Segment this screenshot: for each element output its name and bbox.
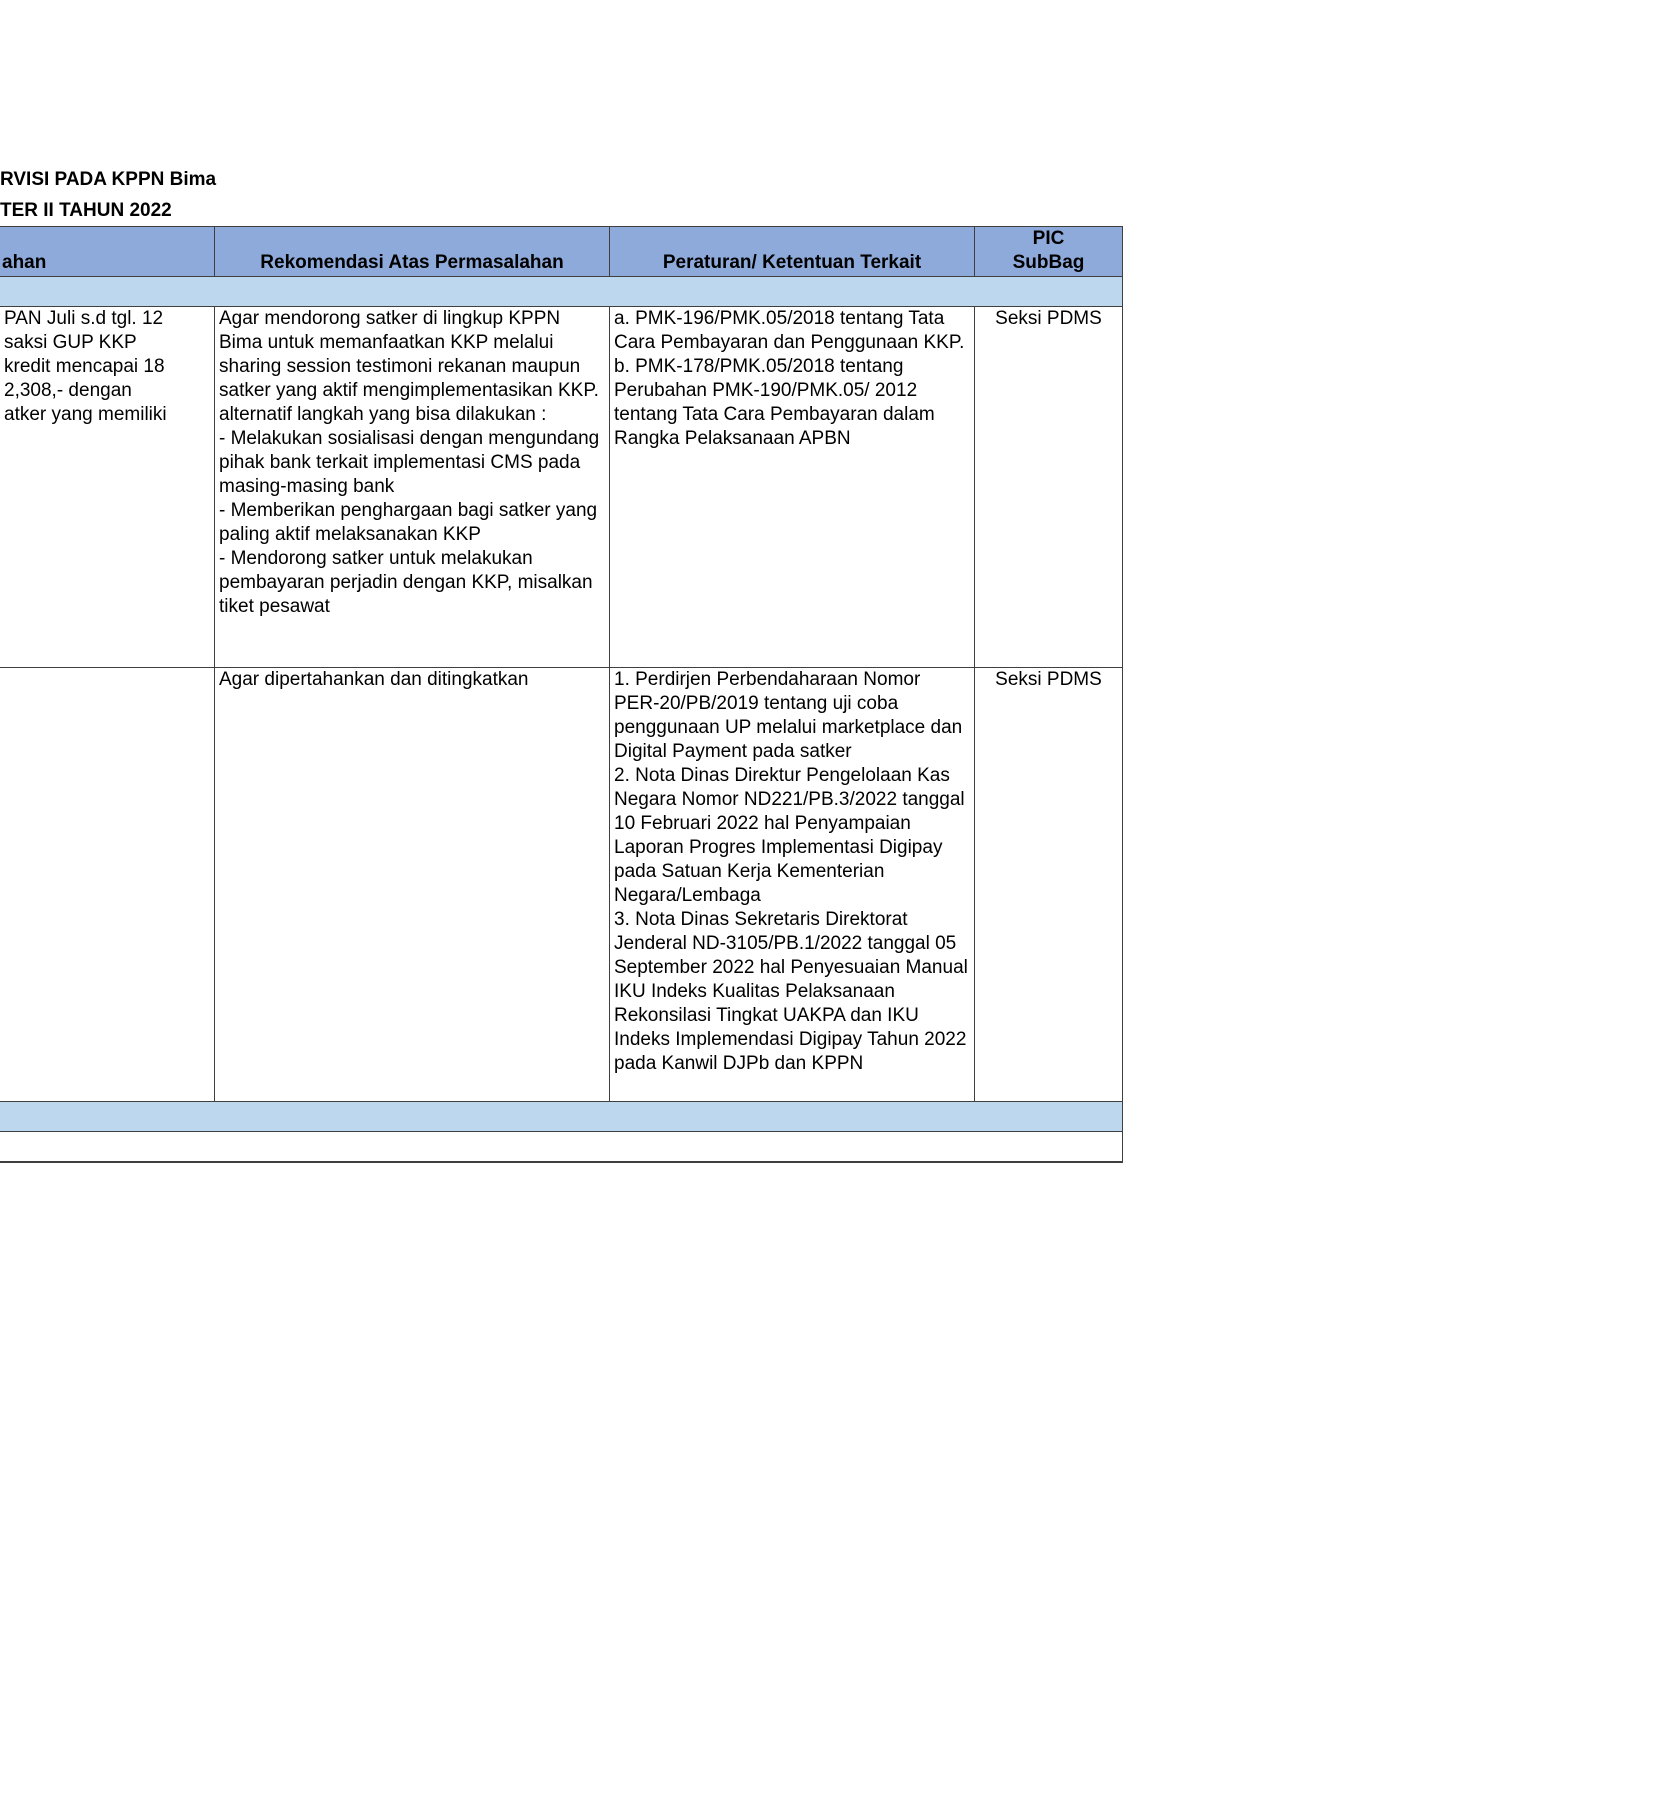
monitoring-table	[0, 226, 1123, 1163]
header-pic-subbag	[975, 227, 1123, 277]
table-row	[0, 307, 1123, 668]
section-band-cell	[0, 1102, 1123, 1132]
header-rekomendasi: Rekomendasi Atas Permasalahan	[215, 227, 610, 277]
blank-row	[0, 1132, 1123, 1162]
trailing-cell	[975, 1162, 1123, 1163]
report-title-line-1: RVISI PADA KPPN Bima	[0, 169, 217, 190]
cell-rekomendasi	[215, 307, 610, 668]
header-pic-line2: SubBag	[1012, 252, 1085, 273]
cell-permasalahan	[0, 307, 215, 668]
section-band-row	[0, 1102, 1123, 1132]
cell-peraturan	[610, 307, 975, 668]
table-header-row	[0, 227, 1123, 277]
header-peraturan: Peraturan/ Ketentuan Terkait	[610, 227, 975, 277]
rekomendasi-text: Agar dipertahankan dan ditingkatkan	[219, 669, 529, 690]
blank-cell	[0, 1132, 1123, 1162]
section-band-row	[0, 277, 1123, 307]
trailing-cell	[215, 1162, 610, 1163]
pic-text: Seksi PDMS	[995, 669, 1102, 690]
trailing-cell	[610, 1162, 975, 1163]
rekomendasi-text: Agar mendorong satker di lingkup KPPN Bima untuk memanfaatkan KKP melalui sharing session testimoni rekanan maupun satker yang aktif mengimplementasikan KKP. alternatif langkah yang bisa dilakukan : - Melakukan sosialisasi dengan mengundang pihak bank terkait implementasi CMS pada masing-masing bank - Memberikan penghargaan bagi satker yang paling aktif melaksanakan KKP - Mendorong satker untuk melakukan pembayaran perjadin dengan KKP, misalkan tiket pesawat	[219, 308, 600, 617]
cell-pic	[975, 668, 1123, 1102]
cell-pic	[975, 307, 1123, 668]
table-row	[0, 668, 1123, 1102]
trailing-row	[0, 1162, 1123, 1163]
pic-text: Seksi PDMS	[995, 308, 1102, 329]
section-band-cell	[0, 277, 1123, 307]
cell-permasalahan	[0, 668, 215, 1102]
header-pic-line1: PIC	[1032, 228, 1065, 249]
trailing-cell	[0, 1162, 215, 1163]
cell-peraturan	[610, 668, 975, 1102]
peraturan-text: a. PMK-196/PMK.05/2018 tentang Tata Cara Pembayaran dan Penggunaan KKP. b. PMK-178/PMK.05/2018 tentang Perubahan PMK-190/PMK.05/ 2012 tentang Tata Cara Pembayaran dalam Rangka Pelaksanaan APBN	[614, 308, 965, 449]
permasalahan-text: PAN Juli s.d tgl. 12 saksi GUP KKP kredit mencapai 18 2,308,- dengan atker yang memiliki	[4, 308, 167, 425]
header-permasalahan: ahan	[0, 227, 215, 277]
peraturan-text: 1. Perdirjen Perbendaharaan Nomor PER-20/PB/2019 tentang uji coba penggunaan UP melalui marketplace dan Digital Payment pada satker 2. Nota Dinas Direktur Pengelolaan Kas Negara Nomor ND221/PB.3/2022 tanggal 10 Februari 2022 hal Penyampaian Laporan Progres Implementasi Digipay pada Satuan Kerja Kementerian Negara/Lembaga 3. Nota Dinas Sekretaris Direktorat Jenderal ND-3105/PB.1/2022 tanggal 05 September 2022 hal Penyesuaian Manual IKU Indeks Kualitas Pelaksanaan Rekonsilasi Tingkat UAKPA dan IKU Indeks Implemendasi Digipay Tahun 2022 pada Kanwil DJPb dan KPPN	[614, 669, 968, 1074]
report-title-line-2: TER II TAHUN 2022	[0, 200, 172, 221]
cell-rekomendasi	[215, 668, 610, 1102]
